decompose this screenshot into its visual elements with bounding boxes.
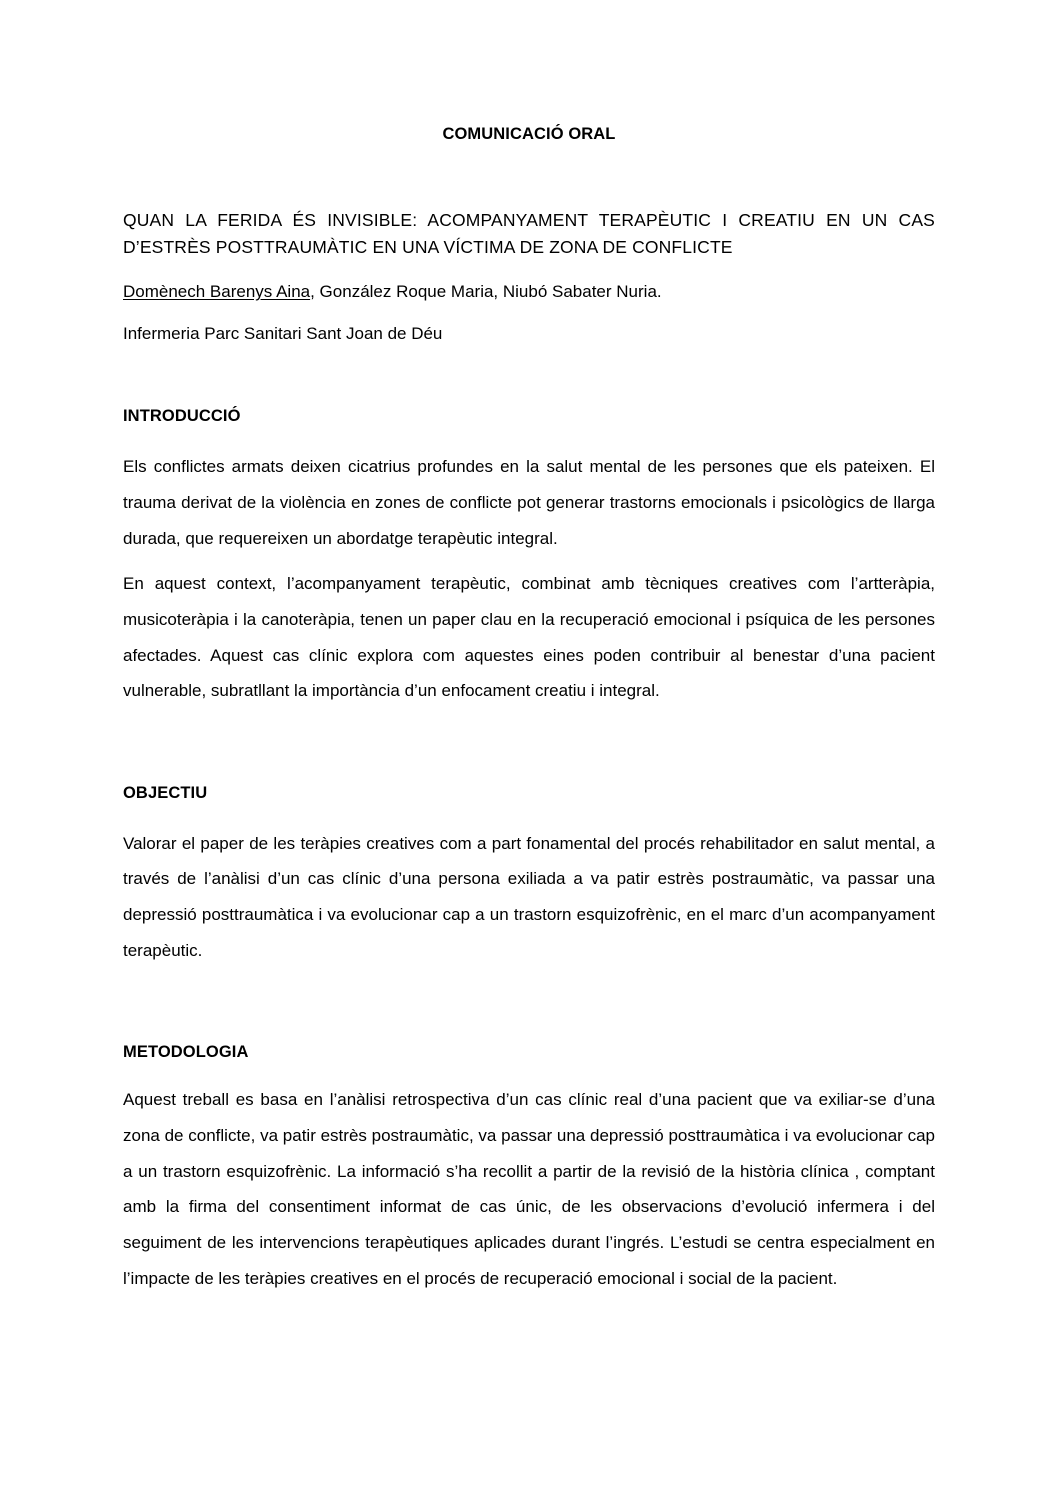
section-paragraph: Aquest treball es basa en l’anàlisi retrospectiva d’un cas clínic real d’una pacient que va exiliar-se d’una zona de conflicte, va patir estrès postraumàtic, va passar una depressió posttraumàtica i va evolucionar cap a un trastorn esquizofrènic. La informació s’ha recollit a partir de la revisió de la història clínica , comptant amb la firma del consentiment informat de cas únic, de les observacions d’evolució infermera i del seguiment de les intervencions terapèutiques aplicades durant l’ingrés. L’estudi se centra especialment en l’impacte de les teràpies creatives en el procés de recuperació emocional i social de la pacient.	[123, 1090, 935, 1288]
section-heading-metodologia: METODOLOGIA	[123, 1043, 249, 1062]
co-authors: , González Roque Maria, Niubó Sabater Nuria.	[310, 282, 662, 302]
section-paragraph: Els conflictes armats deixen cicatrius profundes en la salut mental de les persones que els pateixen. El trauma derivat de la violència en zones de conflicte pot generar trastorns emocionals i psicològics de llarga durada, que requereixen un abordatge terapèutic integral.	[123, 457, 935, 548]
communication-type-heading: COMUNICACIÓ ORAL	[442, 125, 616, 143]
paper-title-line-2: D’ESTRÈS POSTTRAUMÀTIC EN UNA VÍCTIMA DE ZONA DE CONFLICTE	[123, 236, 733, 257]
section-paragraph: En aquest context, l’acompanyament terapèutic, combinat amb tècniques creatives com l’artteràpia, musicoteràpia i la canoteràpia, tenen un paper clau en la recuperació emocional i psíquica de les persones afectades. Aquest cas clínic explora com aquestes eines poden contribuir al benestar d’una pacient vulnerable, subratllant la importància d’un enfocament creatiu i integral.	[123, 574, 935, 701]
paper-title-line-1: QUAN LA FERIDA ÉS INVISIBLE: ACOMPANYAMENT TERAPÈUTIC I CREATIU EN UN CAS	[123, 209, 935, 230]
paper-title	[123, 145, 935, 261]
section-paragraph: Valorar el paper de les teràpies creatives com a part fonamental del procés rehabilitador en salut mental, a través de l’anàlisi d’un cas clínic d’una persona exiliada a va patir estrès postraumàtic, va passar una depressió posttraumàtica i va evolucionar cap a un trastorn esquizofrènic, en el marc d’un acompanyament terapèutic.	[123, 833, 935, 960]
section-heading-objectiu: OBJECTIU	[123, 783, 208, 802]
section-heading-introduccio: INTRODUCCIÓ	[123, 407, 241, 426]
document-content	[123, 0, 935, 1296]
presenting-author: Domènech Barenys Aina	[123, 282, 311, 302]
affiliation: Infermeria Parc Sanitari Sant Joan de Déu	[123, 323, 443, 343]
author-list	[123, 260, 935, 305]
